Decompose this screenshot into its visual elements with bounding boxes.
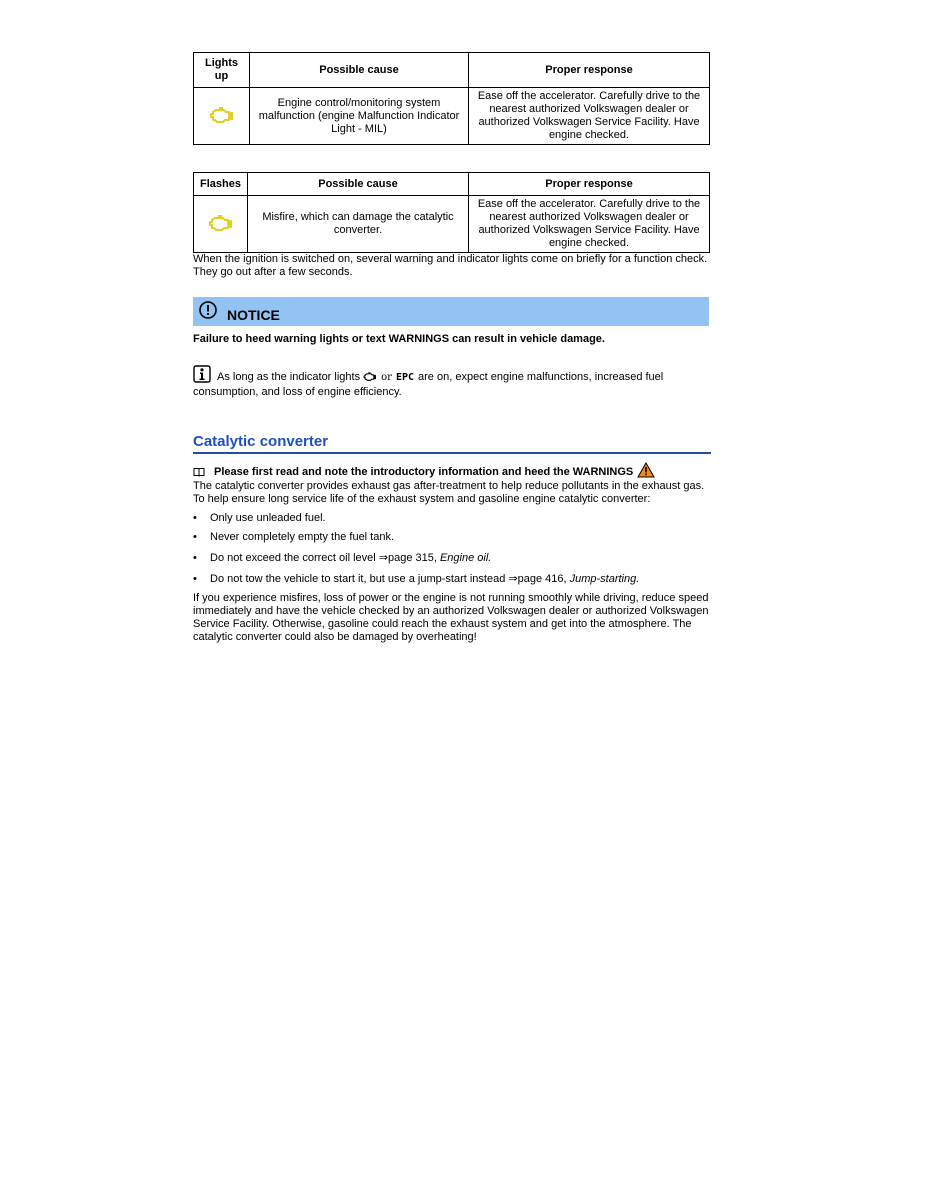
table-row [194, 196, 710, 253]
lights-up-table [193, 52, 710, 145]
info-note [193, 365, 709, 399]
read-note-text: Please first read and note the introductory information and heed the WARNINGS [214, 466, 634, 478]
list-item [193, 552, 709, 565]
column-header-flashes: Flashes [194, 173, 248, 196]
engine-check-icon [209, 105, 235, 123]
possible-cause-cell: Misfire, which can damage the catalytic converter. [248, 196, 469, 253]
notice-text: Failure to heed warning lights or text WARNINGS can result in vehicle damage. [193, 333, 605, 345]
misfire-paragraph: If you experience misfires, loss of power or the engine is not running smoothly while driving, reduce speed immediately and have the vehicle checked by an authorized Volkswagen dealer or authorized Volkswagen Service Facility. Otherwise, gasoline could reach the exhaust system and get into the atmosphere. The catalytic converter could also be damaged by overheating! [193, 592, 709, 643]
possible-cause-cell: Engine control/monitoring system malfunction (engine Malfunction Indicator Light - MIL) [250, 88, 469, 145]
list-item [193, 512, 709, 525]
table-header-row [194, 53, 710, 88]
manual-page [193, 52, 709, 644]
page-reference-link[interactable]: Jump-starting. [569, 573, 640, 585]
catalytic-intro-paragraph: The catalytic converter provides exhaust gas after-treatment to help reduce pollutants in the exhaust gas. To help ensure long service life of the exhaust system and gasoline engine catalytic converter: [193, 480, 705, 505]
proper-response-cell: Ease off the accelerator. Carefully drive to the nearest authorized Volkswagen dealer or authorized Volkswagen Service Facility. Have engine checked. [469, 88, 710, 145]
info-text-before: As long as the indicator lights [217, 371, 361, 383]
notice-title: NOTICE [227, 306, 280, 323]
column-header-lights-up: Lights up [194, 53, 250, 88]
column-header-possible-cause: Possible cause [250, 53, 469, 88]
light-icon-cell [194, 196, 248, 253]
section-heading-catalytic-converter: Catalytic converter [193, 433, 711, 454]
column-header-proper-response: Proper response [469, 173, 710, 196]
table-header-row [194, 173, 710, 196]
list-item [193, 573, 709, 586]
info-text-after: are on, expect engine malfunctions, increased fuel consumption, and loss of engine efficiency. [193, 371, 664, 398]
flashes-table [193, 172, 710, 253]
column-header-proper-response: Proper response [469, 53, 710, 88]
bullet-text: Never completely empty the fuel tank. [210, 531, 395, 543]
list-item [193, 531, 709, 544]
catalytic-bullet-list [193, 512, 709, 586]
ignition-paragraph: When the ignition is switched on, several warning and indicator lights come on briefly for a function check. They go out after a few seconds. [193, 253, 708, 278]
bullet-text: Only use unleaded fuel. [210, 512, 326, 524]
notice-banner [193, 297, 709, 326]
read-note [193, 464, 709, 480]
proper-response-cell: Ease off the accelerator. Carefully drive to the nearest authorized Volkswagen dealer or authorized Volkswagen Service Facility. Have engine checked. [469, 196, 710, 253]
epc-label: EPC [395, 372, 415, 383]
page-reference-link[interactable]: Engine oil. [439, 552, 492, 564]
or-word: or [381, 372, 392, 383]
table-row [194, 88, 710, 145]
exclamation-circle-icon [199, 301, 217, 319]
bullet-text: Do not tow the vehicle to start it, but use a jump-start instead ⇒page 416, [210, 573, 570, 585]
bullet-text: Do not exceed the correct oil level ⇒page 315, [210, 552, 440, 564]
info-icon [193, 365, 211, 383]
column-header-possible-cause: Possible cause [248, 173, 469, 196]
book-icon [193, 467, 205, 477]
engine-check-icon [208, 213, 234, 231]
engine-check-icon [363, 371, 377, 381]
light-icon-cell [194, 88, 250, 145]
warning-triangle-icon[interactable] [637, 462, 655, 478]
